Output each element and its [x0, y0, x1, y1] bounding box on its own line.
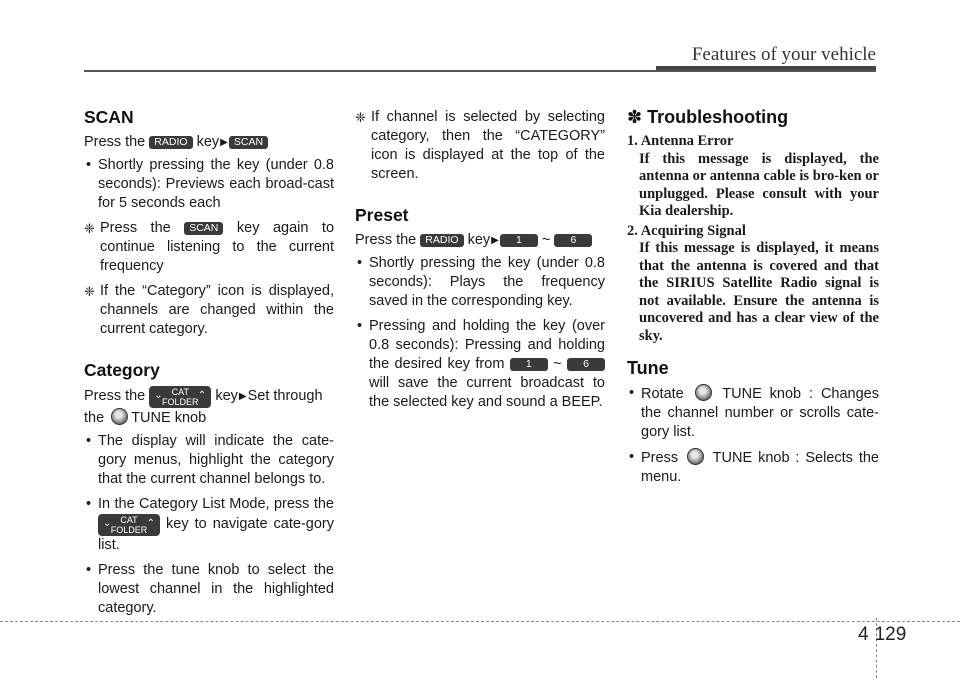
column-3	[627, 108, 879, 493]
tune-bullet-2-post: TUNE knob : Selects the menu.	[641, 450, 879, 485]
tilde-text: ~	[541, 232, 551, 248]
scan-note-1-post: key again to continue listening to the current frequency	[100, 220, 335, 274]
press-the-text: Press the	[84, 134, 146, 150]
arrow-right-icon: ▶	[238, 391, 247, 402]
troubleshooting-item-title: 1. Antenna Error	[627, 133, 734, 149]
cat-folder-key	[149, 386, 211, 408]
preset-instruction	[355, 231, 605, 250]
scan-key: SCAN	[229, 136, 268, 149]
header-rule	[84, 70, 876, 72]
header-title: Features of your vehicle	[691, 44, 876, 65]
tilde-text: ~	[553, 356, 562, 372]
key-text: key	[215, 388, 238, 404]
troubleshooting-item-body: If this message is displayed, it means that the antenna is covered and that the SIRIUS Satellite Radio signal is not available. Ensure the antenna is uncovered and has a clear view of the sky.	[639, 240, 879, 344]
tune-knob-icon	[695, 384, 712, 401]
set-through-text: Set through the	[84, 388, 323, 426]
category-note	[355, 108, 605, 184]
tune-heading: Tune	[627, 358, 669, 378]
scan-note-2	[84, 282, 334, 339]
cat-label: CAT	[120, 515, 138, 525]
preset-1-key: 1	[500, 234, 538, 247]
key-text: key	[467, 232, 491, 248]
scan-note-1	[84, 219, 334, 276]
preset-bullet-2-pre: Pressing and holding the key (over 0.8 seconds): Pressing and holding the desired key from	[369, 318, 605, 372]
category-bullet-2	[84, 495, 334, 555]
category-heading: Category	[84, 360, 160, 380]
tune-bullet-1-post: TUNE knob : Changes the channel number or scrolls cate-gory list.	[641, 386, 879, 440]
preset-list	[355, 254, 605, 412]
preset-6-key: 6	[567, 358, 605, 371]
category-bullet-2-pre: In the Category List Mode, press the	[98, 496, 334, 512]
page-number	[858, 624, 906, 646]
chevron-down-icon: ⌄	[103, 518, 112, 529]
column-1	[84, 108, 334, 624]
scan-note-1-pre: Press the	[100, 220, 171, 236]
footer-rule	[0, 621, 960, 622]
scan-list	[84, 156, 334, 213]
troubleshooting-list	[627, 133, 879, 345]
chevron-down-icon: ⌄	[154, 390, 163, 401]
troubleshooting-item-body: If this message is displayed, the antenna or antenna cable is bro-ken or unplugged. Please consult with your Kia dealership.	[639, 150, 879, 219]
tune-knob-icon	[111, 408, 128, 425]
tune-bullet-2-pre: Press	[641, 450, 679, 466]
tune-bullet-1-pre: Rotate	[641, 386, 684, 402]
scan-heading: SCAN	[84, 107, 134, 127]
key-text: key	[196, 134, 220, 150]
radio-key: RADIO	[420, 234, 463, 247]
folder-label: FOLDER	[110, 525, 148, 535]
folder-label: FOLDER	[162, 397, 199, 407]
scan-instruction	[84, 133, 334, 152]
chevron-up-icon: ⌃	[146, 518, 155, 529]
press-the-text: Press the	[355, 232, 417, 248]
cat-folder-key	[98, 514, 160, 536]
preset-bullet-2-post: will save the current broadcast to the selected key and sound a BEEP.	[369, 375, 605, 410]
chevron-up-icon: ⌃	[197, 390, 207, 401]
chapter-number: 4	[858, 624, 869, 645]
page-number-value: 129	[874, 624, 907, 645]
category-note-text: If channel is selected by selecting category, then the “CATEGORY” icon is displayed at the top of the screen.	[371, 109, 605, 182]
radio-key: RADIO	[149, 136, 192, 149]
category-bullet-2-post: key to navigate cate-gory list.	[98, 516, 335, 553]
category-bullet-3: • Press the tune knob to select the lowest channel in the highlighted category.	[84, 561, 334, 618]
note-mark-icon: ❈	[84, 284, 95, 299]
preset-heading: Preset	[355, 205, 409, 225]
arrow-right-icon: ▶	[220, 137, 228, 148]
arrow-right-icon: ▶	[491, 235, 499, 246]
note-mark-icon: ❈	[84, 221, 95, 236]
category-bullet-1: • The display will indicate the cate-gory menus, highlight the category that the current channel belongs to.	[84, 432, 334, 489]
troubleshooting-item	[627, 133, 879, 221]
preset-6-key: 6	[554, 234, 592, 247]
press-the-text: Press the	[84, 388, 146, 404]
scan-key: SCAN	[184, 222, 223, 235]
cat-label: CAT	[171, 387, 189, 397]
tune-bullet-1	[627, 384, 879, 442]
category-instruction	[84, 386, 334, 428]
preset-bullet-2	[355, 317, 605, 412]
troubleshooting-item	[627, 223, 879, 346]
column-2	[355, 108, 605, 418]
scan-bullet-1: • Shortly pressing the key (under 0.8 seconds): Previews each broad-cast for 5 seconds each	[84, 156, 334, 213]
category-list	[84, 432, 334, 618]
preset-1-key: 1	[510, 358, 548, 371]
note-mark-icon: ❈	[355, 110, 366, 125]
tune-list	[627, 384, 879, 487]
tune-knob-icon	[687, 448, 704, 465]
troubleshooting-heading: ✽ Troubleshooting	[627, 107, 789, 127]
scan-note-2-text: If the “Category” icon is displayed, channels are changed within the current category.	[100, 283, 334, 337]
tune-knob-text: TUNE knob	[131, 410, 207, 426]
tune-bullet-2	[627, 448, 879, 487]
troubleshooting-item-title: 2. Acquiring Signal	[627, 222, 746, 239]
preset-bullet-1: • Shortly pressing the key (under 0.8 seconds): Plays the frequency saved in the corresponding key.	[355, 254, 605, 311]
